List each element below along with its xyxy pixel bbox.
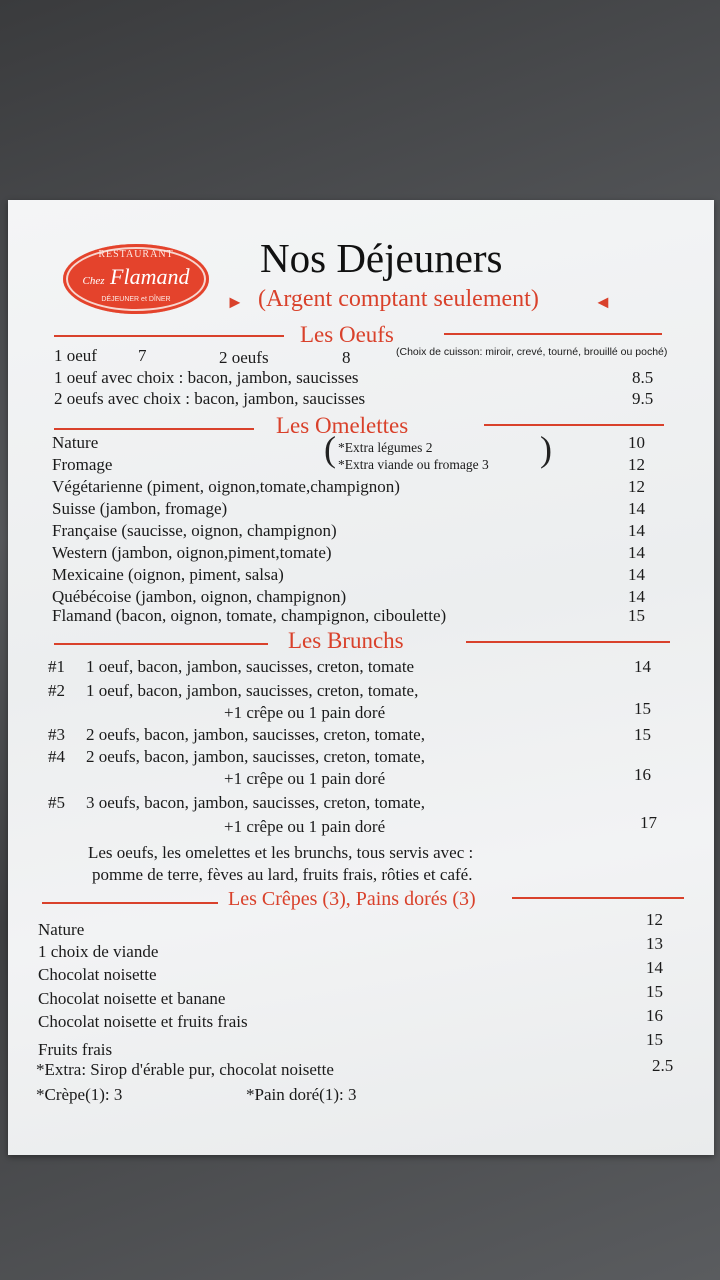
section-title-omelettes: Les Omelettes — [276, 413, 409, 438]
menu-item: 1 oeuf — [54, 346, 97, 365]
extra-note: *Extra viande ou fromage 3 — [338, 457, 489, 472]
brunch-description: 1 oeuf, bacon, jambon, saucisses, creton, tomate — [86, 657, 415, 676]
section-rule — [512, 897, 684, 899]
menu-item: Chocolat noisette et fruits frais — [38, 1012, 248, 1031]
menu-price: 15 — [628, 606, 645, 625]
menu-price: 17 — [640, 813, 657, 832]
menu-price: 14 — [628, 521, 645, 540]
brace-open-icon: ( — [324, 429, 336, 469]
arrow-right-icon: ► — [226, 292, 244, 312]
brunch-description: +1 crêpe ou 1 pain doré — [224, 703, 386, 722]
menu-price: 15 — [634, 725, 651, 744]
section-rule — [444, 333, 662, 335]
section-rule — [54, 643, 268, 645]
section-rule — [484, 424, 664, 426]
menu-item: Mexicaine (oignon, piment, salsa) — [52, 565, 284, 584]
menu-price: 12 — [628, 455, 645, 474]
extra-note: *Extra légumes 2 — [338, 440, 433, 455]
section-rule — [42, 902, 218, 904]
brunch-description: +1 crêpe ou 1 pain doré — [224, 769, 386, 788]
brunch-description: 1 oeuf, bacon, jambon, saucisses, creton, tomate, — [86, 681, 419, 700]
logo-name — [63, 264, 209, 290]
menu-price: 8.5 — [632, 368, 654, 387]
menu-item: Végétarienne (piment, oignon,tomate,champignon) — [52, 477, 400, 496]
logo-bottom-text: DÉJEUNER et DÎNER — [101, 296, 171, 303]
menu-price: 16 — [634, 765, 651, 784]
menu-item: Western (jambon, oignon,piment,tomate) — [52, 543, 332, 562]
menu-price: 15 — [646, 1030, 663, 1049]
menu-price: 12 — [646, 910, 663, 929]
section-title-oeufs: Les Oeufs — [300, 322, 394, 347]
page-title: Nos Déjeuners — [260, 235, 503, 281]
brunch-number: #1 — [48, 657, 65, 676]
brunch-description: 2 oeufs, bacon, jambon, saucisses, creton, tomate, — [86, 747, 425, 766]
menu-item: Chocolat noisette — [38, 965, 157, 984]
brunch-description: 3 oeufs, bacon, jambon, saucisses, creton, tomate, — [86, 793, 425, 812]
menu-price: 14 — [646, 958, 663, 977]
menu-item: 2 oeufs — [219, 348, 269, 367]
logo-top-text: RESTAURANT — [98, 249, 174, 260]
brunch-number: #2 — [48, 681, 65, 700]
menu-price: 14 — [628, 543, 645, 562]
extra-syrup: *Extra: Sirop d'érable pur, chocolat noisette — [36, 1060, 334, 1079]
brunch-number: #3 — [48, 725, 65, 744]
menu-item: 1 oeuf avec choix : bacon, jambon, saucisses — [54, 368, 359, 387]
menu-item: Flamand (bacon, oignon, tomate, champignon, ciboulette) — [52, 606, 447, 625]
menu-item: Fruits frais — [38, 1040, 113, 1059]
menu-price: 14 — [628, 499, 645, 518]
brunch-description: +1 crêpe ou 1 pain doré — [224, 817, 386, 836]
logo-name-text: Flamand — [110, 264, 190, 289]
menu-item: Nature — [38, 920, 85, 939]
menu-price: 15 — [646, 982, 663, 1001]
menu-price: 16 — [646, 1006, 663, 1025]
menu-price: 14 — [628, 565, 645, 584]
menu-item: Nature — [52, 433, 99, 452]
cooking-note: (Choix de cuisson: miroir, crevé, tourné, brouillé ou poché) — [396, 346, 668, 358]
menu-price: 10 — [628, 433, 645, 452]
menu-item: Chocolat noisette et banane — [38, 989, 226, 1008]
menu-price: 9.5 — [632, 389, 654, 408]
menu-price: 12 — [628, 477, 645, 496]
menu-item: Suisse (jambon, fromage) — [52, 499, 228, 518]
brunch-number: #5 — [48, 793, 65, 812]
menu-price: 13 — [646, 934, 663, 953]
logo-chez: Chez — [82, 275, 105, 287]
menu-price: 7 — [138, 346, 147, 365]
menu-item: 2 oeufs avec choix : bacon, jambon, saucisses — [54, 389, 366, 408]
page-subtitle: (Argent comptant seulement) — [258, 286, 539, 312]
brace-close-icon: ) — [540, 429, 552, 469]
extra-price: 2.5 — [652, 1056, 674, 1075]
menu-price: 14 — [634, 657, 651, 676]
section-rule — [54, 335, 284, 337]
arrow-left-icon: ◄ — [594, 292, 612, 312]
menu-item: Française (saucisse, oignon, champignon) — [52, 521, 337, 540]
menu-sheet — [8, 200, 714, 1155]
section-rule — [54, 428, 254, 430]
menu-price: 14 — [628, 587, 645, 606]
extra-crepe: *Crèpe(1): 3 — [36, 1085, 123, 1104]
extra-pain: *Pain doré(1): 3 — [246, 1085, 357, 1104]
brunch-description: 2 oeufs, bacon, jambon, saucisses, creton, tomate, — [86, 725, 425, 744]
restaurant-logo — [63, 244, 209, 314]
menu-item: 1 choix de viande — [38, 942, 159, 961]
menu-price: 15 — [634, 699, 651, 718]
brunch-note: pomme de terre, fèves au lard, fruits frais, rôties et café. — [92, 865, 473, 884]
section-title-brunchs: Les Brunchs — [288, 628, 404, 653]
section-rule — [466, 641, 670, 643]
menu-item: Québécoise (jambon, oignon, champignon) — [52, 587, 347, 606]
brunch-note: Les oeufs, les omelettes et les brunchs, tous servis avec : — [88, 843, 474, 862]
menu-item: Fromage — [52, 455, 113, 474]
section-title-crepes: Les Crêpes (3), Pains dorés (3) — [228, 888, 476, 910]
menu-price: 8 — [342, 348, 351, 367]
brunch-number: #4 — [48, 747, 65, 766]
